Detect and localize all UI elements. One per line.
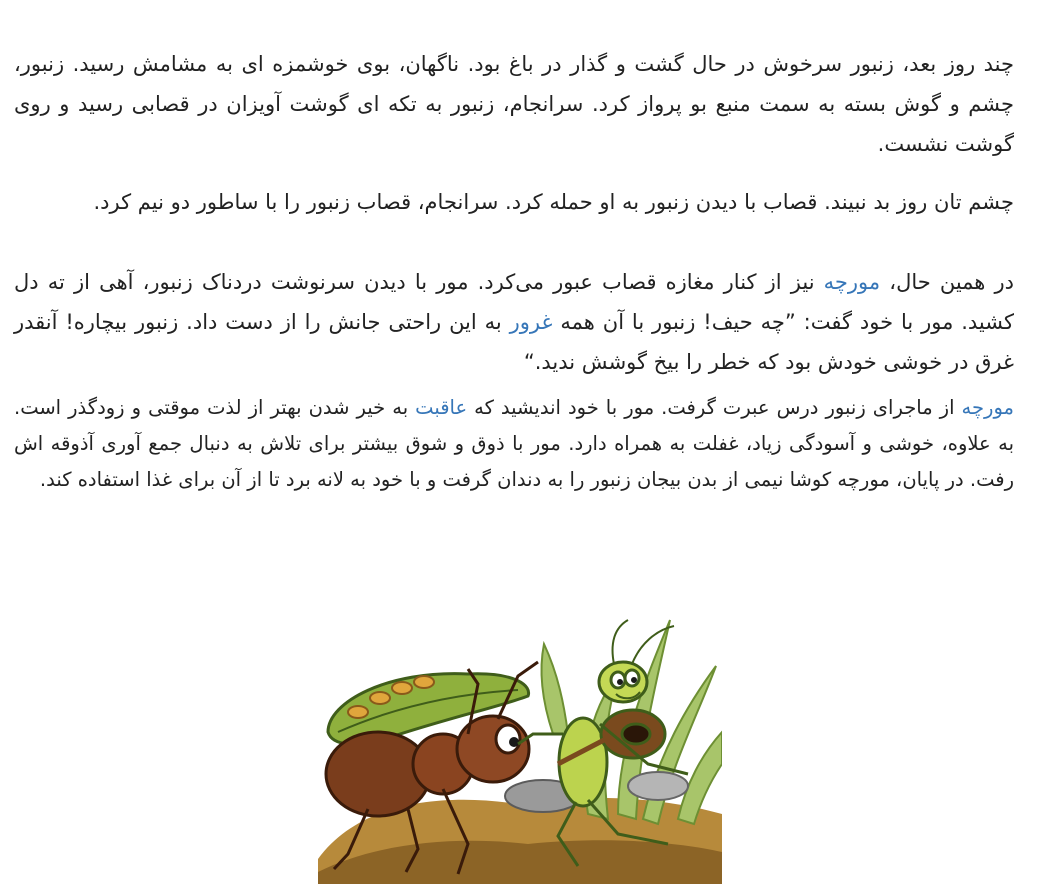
link-ant-2[interactable]: مورچه [961, 396, 1014, 419]
link-outcome[interactable]: عاقبت [415, 396, 468, 419]
link-ant[interactable]: مورچه [823, 270, 881, 294]
paragraph-3-text-3: به این راحتی جانش را از دست داد. زنبور بیچاره! آنقدر غرق در خوشی خودش بود که خطر را بیخ گوشش ندید.“ [14, 310, 1014, 374]
paragraph-3 [14, 262, 1014, 382]
paragraph-4 [14, 390, 1014, 498]
paragraph-2: چشم تان روز بد نبیند. قصاب با دیدن زنبور به او حمله کرد. سرانجام، قصاب زنبور را با ساطور دو نیم کرد. [93, 190, 1014, 214]
link-pride[interactable]: غرور [509, 310, 553, 334]
paragraph-4-text-1: از ماجرای زنبور درس عبرت گرفت. مور با خود اندیشید که [467, 396, 962, 419]
story-text [14, 44, 1014, 498]
paragraph-1: چند روز بعد، زنبور سرخوش در حال گشت و گذار در باغ بود. ناگهان، بوی خوشمزه ای به مشامش رسید. زنبور، چشم و گوش بسته به سمت منبع بو پرواز کرد. سرانجام، زنبور به تکه ای گوشت آویزان در قصابی رسید و روی گوشت نشست. [14, 52, 1014, 156]
paragraph-4-text-2: به خیر شدن بهتر از لذت موقتی و زودگذر است. به علاوه، خوشی و آسودگی زیاد، غفلت به همراه دارد. مور با ذوق و شوق بیشتر برای تلاش به دنبال جمع آوری آذوقه اش رفت. در پایان، مورچه کوشا نیمی از بدن بیجان زنبور را به دندان گرفت و با خود به لانه برد تا از آن برای غذا استفاده کند. [14, 396, 1014, 491]
paragraph-3-text-2: نیز از کنار مغازه قصاب عبور می‌کرد. مور با دیدن سرنوشت دردناک زنبور، آهی از ته دل کشید. مور با خود گفت: ”چه حیف! زنبور با آن همه [14, 270, 1014, 334]
ant-and-grasshopper-illustration [318, 614, 722, 884]
stone-2 [628, 772, 688, 800]
paragraph-3-text-1: در همین حال، [880, 270, 1014, 294]
